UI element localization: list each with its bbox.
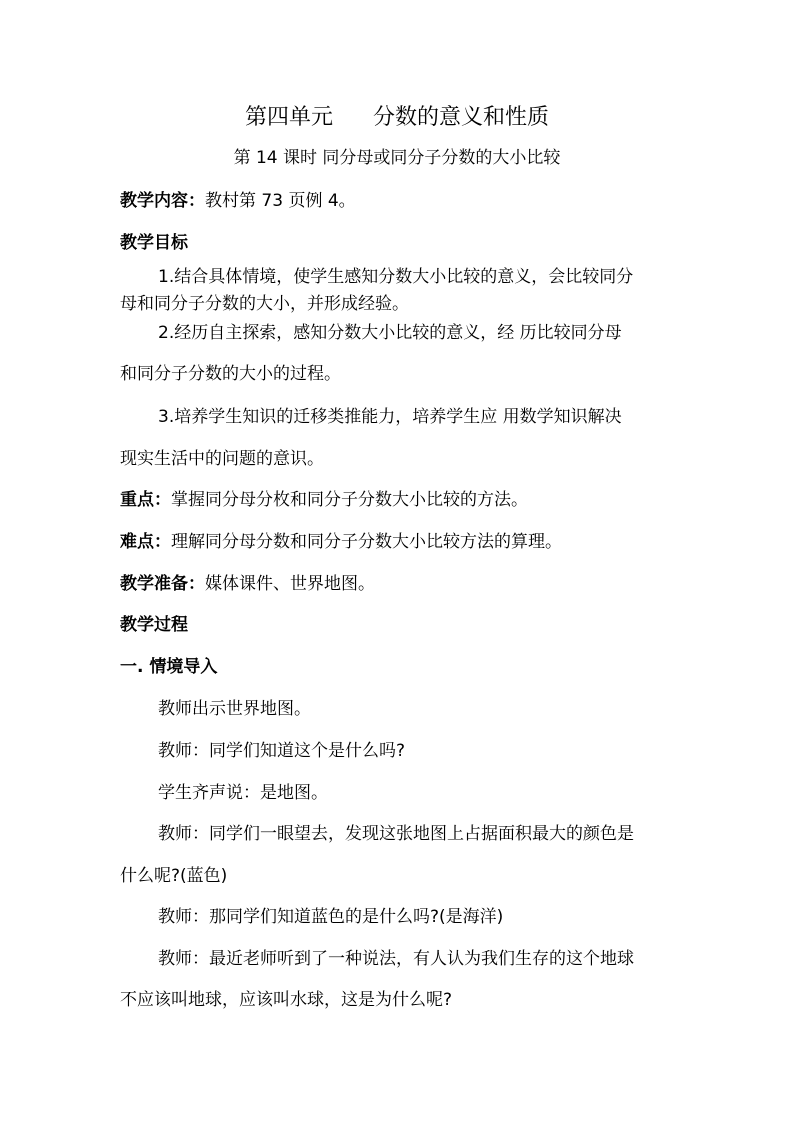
unit-title: 第四单元 (244, 105, 333, 130)
dialogue-line: 学生齐声说：是地图。 (158, 783, 328, 803)
objective-2-line-1: 2.经历自主探索，感知分数大小比较的意义，经 历比较同分母 (158, 323, 622, 343)
dialogue-line: 不应该叫地球，应该叫水球，这是为什么呢? (120, 990, 453, 1010)
dialogue-line: 教师：同学们一眼望去，发现这张地图上占据面积最大的颜色是 (158, 824, 634, 844)
objective-2-line-2: 和同分子分数的大小的过程。 (120, 364, 341, 384)
preparation (120, 573, 375, 595)
dialogue-line: 教师：同学们知道这个是什么吗? (158, 741, 406, 761)
lesson-subtitle: 第 14 课时 同分母或同分子分数的大小比较 (233, 148, 561, 168)
objective-1-line-2: 母和同分子分数的大小，并形成经验。 (120, 294, 409, 314)
dialogue-line: 什么呢?(蓝色) (120, 866, 228, 886)
page-title (0, 104, 794, 132)
difficulty-text: 理解同分母分数和同分子分数大小比较方法的算理。 (171, 532, 562, 552)
difficulty (120, 531, 562, 553)
dialogue-line: 教师：最近老师听到了一种说法，有人认为我们生存的这个地球 (158, 949, 634, 969)
objective-3-line-2: 现实生活中的问题的意识。 (120, 449, 324, 469)
topic-title: 分数的意义和性质 (373, 105, 550, 130)
teaching-content (120, 190, 356, 212)
teaching-content-text: 教村第 73 页例 4。 (205, 191, 356, 211)
dialogue-line: 教师出示世界地图。 (158, 699, 311, 719)
teaching-content-label: 教学内容： (120, 191, 205, 211)
key-point (120, 489, 528, 511)
objectives-heading: 教学目标 (120, 233, 188, 253)
key-point-text: 掌握同分母分枚和同分子分数大小比较的方法。 (171, 490, 528, 510)
preparation-text: 媒体课件、世界地图。 (205, 574, 375, 594)
section-1-heading: 一. 情境导入 (120, 657, 218, 677)
objective-3-line-1: 3.培养学生知识的迁移类推能力，培养学生应 用数学知识解决 (158, 407, 622, 427)
objective-1-line-1: 1.结合具体情境，使学生感知分数大小比较的意义，会比较同分 (158, 267, 634, 287)
preparation-label: 教学准备： (120, 574, 205, 594)
key-point-label: 重点： (120, 490, 171, 510)
difficulty-label: 难点： (120, 532, 171, 552)
dialogue-line: 教师：那同学们知道蓝色的是什么吗?(是海洋) (158, 907, 504, 927)
process-heading: 教学过程 (120, 615, 188, 635)
